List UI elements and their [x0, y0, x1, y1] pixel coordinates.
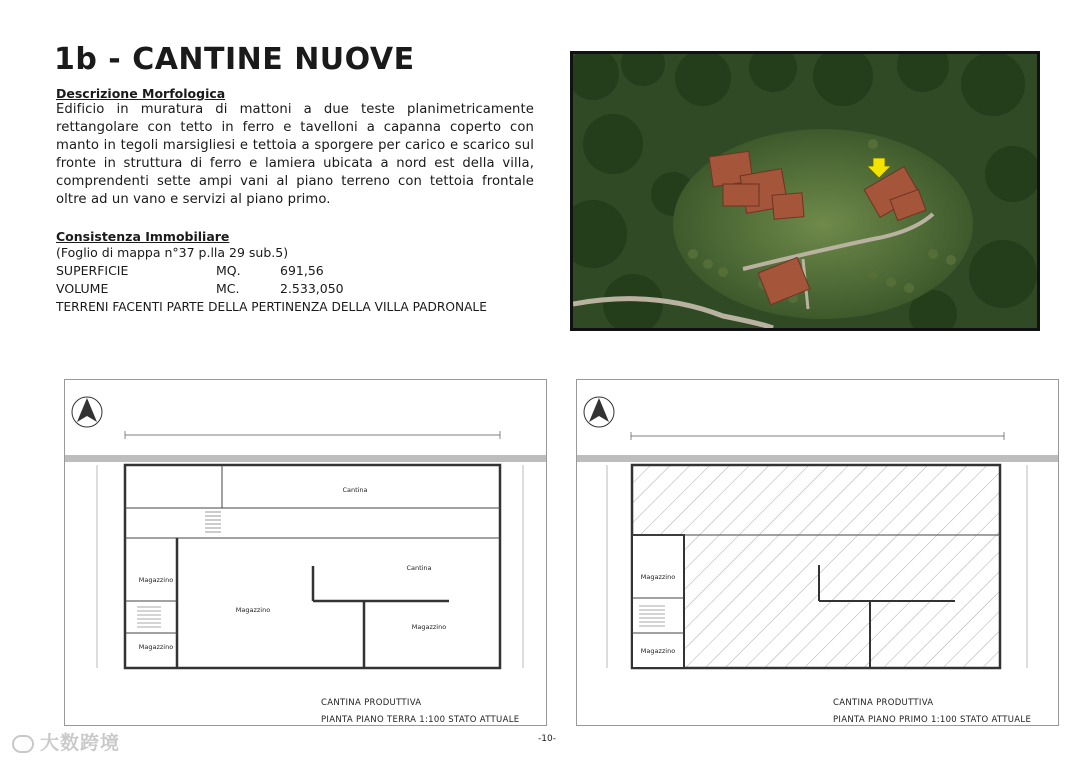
- ground-plan-caption-2: PIANTA PIANO TERRA 1:100 STATO ATTUALE: [321, 715, 520, 725]
- room-label-magazzino-2: Magazzino: [235, 606, 271, 614]
- descrizione-heading: Descrizione Morfologica: [56, 86, 226, 101]
- volume-value: 2.533,050: [280, 281, 344, 296]
- superficie-unit: MQ.: [216, 263, 241, 278]
- aerial-photo-drawing: [573, 54, 1037, 328]
- foglio-di-mappa: (Foglio di mappa n°37 p.lla 29 sub.5): [56, 245, 289, 260]
- watermark-text: 大数跨境: [40, 732, 121, 754]
- consistenza-heading: Consistenza Immobiliare: [56, 229, 230, 244]
- ground-plan-caption-1: CANTINA PRODUTTIVA: [321, 698, 422, 708]
- room-label-magazzino-1f-1: Magazzino: [640, 573, 676, 581]
- room-label-cantina-2: Cantina: [406, 564, 432, 572]
- ground-floor-drawing: [65, 380, 546, 725]
- page-title: 1b - CANTINE NUOVE: [54, 42, 415, 77]
- north-arrow-icon: [584, 397, 614, 427]
- ground-floor-plan: [64, 379, 547, 726]
- room-label-magazzino-3: Magazzino: [411, 623, 447, 631]
- volume-label: VOLUME: [56, 281, 109, 296]
- terreni-note: TERRENI FACENTI PARTE DELLA PERTINENZA DELLA VILLA PADRONALE: [56, 300, 487, 314]
- page-number: -10-: [538, 734, 556, 744]
- watermark: [12, 728, 120, 755]
- room-label-cantina-1: Cantina: [342, 486, 368, 494]
- room-label-magazzino-1f-2: Magazzino: [640, 647, 676, 655]
- descrizione-text: Edificio in muratura di mattoni a due teste planimetricamente rettangolare con tetto in ferro e tavelloni a capanna coperto con manto in tegoli marsigliesi e tettoia a sporgere per carico e scarico sul fronte in struttura di ferro e lamiera ubicata a nord est della villa, comprendenti sette ampi vani al piano terreno con tettoia frontale oltre ad un vano e servizi al piano primo.: [56, 102, 534, 207]
- superficie-label: SUPERFICIE: [56, 263, 129, 278]
- first-plan-caption-1: CANTINA PRODUTTIVA: [833, 698, 934, 708]
- room-label-magazzino-4: Magazzino: [138, 643, 174, 651]
- first-floor-drawing: [577, 380, 1058, 725]
- watermark-logo-icon: [12, 735, 34, 753]
- volume-unit: MC.: [216, 281, 240, 296]
- room-label-magazzino-1: Magazzino: [138, 576, 174, 584]
- north-arrow-icon: [72, 397, 102, 427]
- first-floor-plan: [576, 379, 1059, 726]
- superficie-value: 691,56: [280, 263, 324, 278]
- aerial-photo: [570, 51, 1040, 331]
- first-plan-caption-2: PIANTA PIANO PRIMO 1:100 STATO ATTUALE: [833, 715, 1032, 725]
